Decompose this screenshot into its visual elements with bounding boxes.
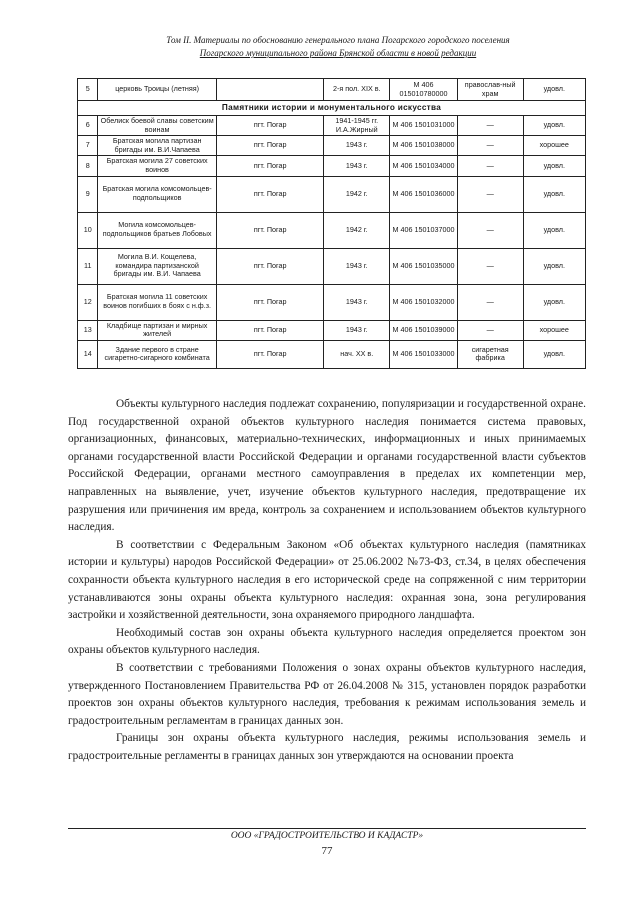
object-type: — bbox=[457, 116, 523, 136]
table-row bbox=[78, 116, 586, 136]
object-date: 1943 г. bbox=[324, 156, 390, 176]
object-type: сигаретная фабрика bbox=[457, 340, 523, 368]
object-state: удовл. bbox=[523, 248, 585, 284]
object-name: Братская могила комсомольцев-подпольщиков bbox=[98, 176, 216, 212]
row-number: 6 bbox=[78, 116, 98, 136]
object-state: хорошее bbox=[523, 136, 585, 156]
object-type: — bbox=[457, 212, 523, 248]
object-state: удовл. bbox=[523, 176, 585, 212]
body-text bbox=[68, 396, 586, 765]
row-number: 13 bbox=[78, 320, 98, 340]
paragraph: В соответствии с требованиями Положения о зонах охраны объектов культурного наследия, утвержденного Постановлением Правительства РФ от 26.04.2008 № 315, установлен порядок разработки проектов зон охраны объектов культурного наследия, требования к режимам использования земель и градостроительным регламентам в границах данных зон. bbox=[68, 661, 586, 727]
section-title: Памятники истории и монументального искусства bbox=[78, 101, 586, 116]
object-date: нач. XX в. bbox=[324, 340, 390, 368]
object-location: пгт. Погар bbox=[216, 248, 324, 284]
table-row bbox=[78, 176, 586, 212]
document-header bbox=[68, 34, 608, 60]
object-type: — bbox=[457, 320, 523, 340]
object-code: М 406 1501036000 bbox=[390, 176, 458, 212]
footer-company: ООО «ГРАДОСТРОИТЕЛЬСТВО И КАДАСТР» bbox=[230, 831, 424, 841]
object-date: 1943 г. bbox=[324, 320, 390, 340]
paragraph: В соответствии с Федеральным Законом «Об объектах культурного наследия (памятниках истории и культуры) народов Российской Федерации» от 25.06.2002 №73-ФЗ, ст.34, в целях обеспечения сохранности объекта культурного наследия в его исторической среде на сопряженной с ним территории устанавливаются зоны охраны объекта культурного наследия: охранная зона, зона регулирования застройки и хозяйственной деятельности, зона охраняемого природного ландшафта. bbox=[68, 538, 586, 622]
object-name: Братская могила партизан бригады им. В.И.Чапаева bbox=[98, 136, 216, 156]
paragraph: Необходимый состав зон охраны объекта культурного наследия определяется проектом зон охраны объектов культурного наследия. bbox=[68, 626, 586, 657]
object-date: 1941-1945 гг. И.А.Жирный bbox=[324, 116, 390, 136]
heritage-objects-table bbox=[77, 78, 586, 369]
table-row bbox=[78, 284, 586, 320]
row-number: 5 bbox=[78, 79, 98, 101]
object-location: пгт. Погар bbox=[216, 284, 324, 320]
object-state: удовл. bbox=[523, 340, 585, 368]
object-type: — bbox=[457, 156, 523, 176]
object-code: М 406 1501038000 bbox=[390, 136, 458, 156]
table-row bbox=[78, 136, 586, 156]
table-row bbox=[78, 212, 586, 248]
object-type: — bbox=[457, 136, 523, 156]
object-location: пгт. Погар bbox=[216, 320, 324, 340]
object-location: пгт. Погар bbox=[216, 212, 324, 248]
object-location: пгт. Погар bbox=[216, 156, 324, 176]
row-number: 11 bbox=[78, 248, 98, 284]
header-line-2: Погарского муниципального района Брянской области в новой редакции bbox=[199, 48, 477, 58]
object-code: М 406 1501039000 bbox=[390, 320, 458, 340]
object-name: Могила комсомольцев-подпольщиков братьев Лобовых bbox=[98, 212, 216, 248]
row-number: 14 bbox=[78, 340, 98, 368]
object-name: Братская могила 11 советских воинов погибших в боях с н.ф.з. bbox=[98, 284, 216, 320]
object-location bbox=[216, 79, 324, 101]
table-row bbox=[78, 248, 586, 284]
object-code: М 406 1501034000 bbox=[390, 156, 458, 176]
object-type: православ-ный храм bbox=[457, 79, 523, 101]
object-name: Кладбище партизан и мирных жителей bbox=[98, 320, 216, 340]
object-location: пгт. Погар bbox=[216, 116, 324, 136]
object-type: — bbox=[457, 248, 523, 284]
section-header-row bbox=[78, 101, 586, 116]
object-type: — bbox=[457, 284, 523, 320]
object-date: 1943 г. bbox=[324, 136, 390, 156]
object-date: 1943 г. bbox=[324, 248, 390, 284]
object-code: М 406 015010780000 bbox=[390, 79, 458, 101]
object-date: 2-я пол. XIX в. bbox=[324, 79, 390, 101]
paragraph: Объекты культурного наследия подлежат сохранению, популяризации и государственной охране. Под государственной охраной объектов культурного наследия понимается система правовых, организационных, финансовых, материально-технических, информационных и иных принимаемых органами государственной власти Российской Федерации и органами государственной власти субъектов Российской Федерации, органами местного самоуправления в пределах их компетенции мер, направленных на выявление, учет, изучение объектов культурного наследия, предотвращение их разрушения или причинения им вреда, контроль за сохранением и использованием объектов культурного наследия. bbox=[68, 398, 586, 534]
object-code: М 406 1501037000 bbox=[390, 212, 458, 248]
object-state: удовл. bbox=[523, 79, 585, 101]
object-name: церковь Троицы (летняя) bbox=[98, 79, 216, 101]
object-date: 1942 г. bbox=[324, 176, 390, 212]
row-number: 7 bbox=[78, 136, 98, 156]
footer-divider bbox=[68, 828, 586, 829]
row-number: 9 bbox=[78, 176, 98, 212]
object-state: удовл. bbox=[523, 212, 585, 248]
row-number: 10 bbox=[78, 212, 98, 248]
object-name: Здание первого в стране сигаретно-сигарного комбината bbox=[98, 340, 216, 368]
table-row bbox=[78, 340, 586, 368]
object-location: пгт. Погар bbox=[216, 176, 324, 212]
object-date: 1943 г. bbox=[324, 284, 390, 320]
object-name: Братская могила 27 советских воинов bbox=[98, 156, 216, 176]
object-location: пгт. Погар bbox=[216, 136, 324, 156]
object-code: М 406 1501032000 bbox=[390, 284, 458, 320]
object-type: — bbox=[457, 176, 523, 212]
row-number: 12 bbox=[78, 284, 98, 320]
object-date: 1942 г. bbox=[324, 212, 390, 248]
object-name: Могила В.И. Кощелева, командира партизанской бригады им. В.И. Чапаева bbox=[98, 248, 216, 284]
page-number: 77 bbox=[321, 845, 333, 857]
object-state: удовл. bbox=[523, 284, 585, 320]
object-state: удовл. bbox=[523, 116, 585, 136]
object-location: пгт. Погар bbox=[216, 340, 324, 368]
table-row bbox=[78, 320, 586, 340]
object-code: М 406 1501033000 bbox=[390, 340, 458, 368]
row-number: 8 bbox=[78, 156, 98, 176]
object-state: удовл. bbox=[523, 156, 585, 176]
object-state: хорошее bbox=[523, 320, 585, 340]
paragraph: Границы зон охраны объекта культурного наследия, режимы использования земель и градостроительные регламенты в границах данных зон утверждаются на основании проекта bbox=[68, 732, 586, 762]
object-code: М 406 1501031000 bbox=[390, 116, 458, 136]
object-name: Обелиск боевой славы советским воинам bbox=[98, 116, 216, 136]
table-row bbox=[78, 156, 586, 176]
object-code: М 406 1501035000 bbox=[390, 248, 458, 284]
header-line-1: Том II. Материалы по обоснованию генерального плана Погарского городского поселения bbox=[166, 35, 510, 45]
table-row bbox=[78, 79, 586, 101]
